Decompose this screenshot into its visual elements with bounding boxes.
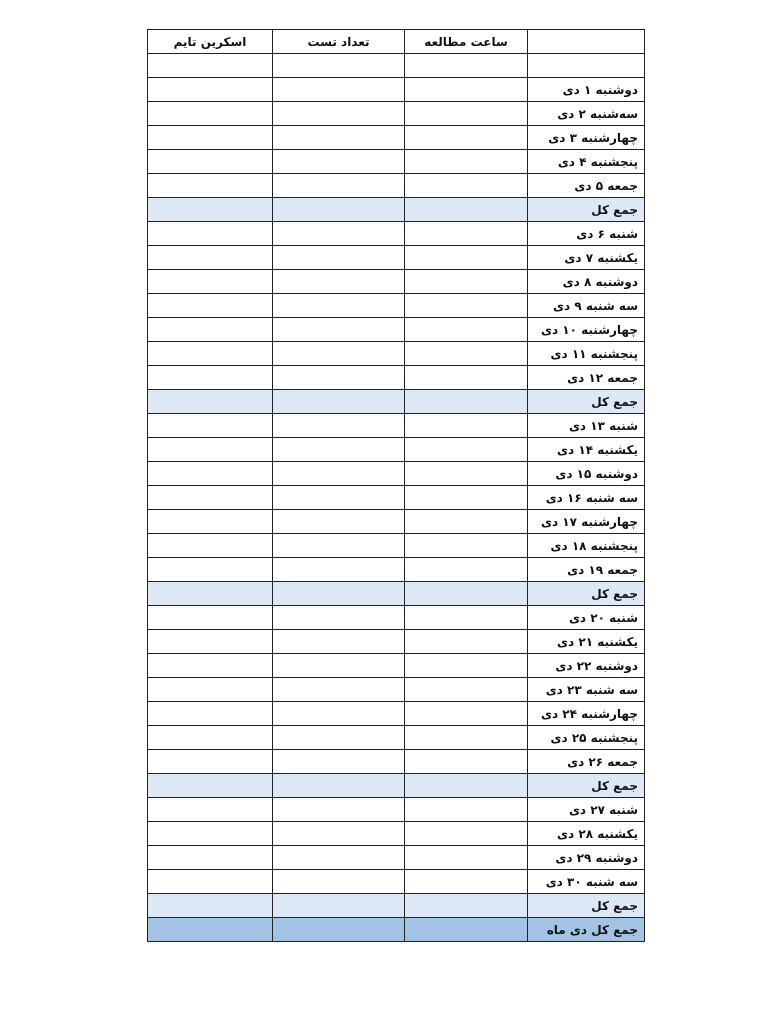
screen-time-cell[interactable] <box>148 510 273 534</box>
day-label: دوشنبه ۱۵ دی <box>528 462 645 486</box>
day-label: جمع کل <box>528 774 645 798</box>
day-row <box>148 486 645 510</box>
study-hours-cell[interactable] <box>405 510 528 534</box>
day-row <box>148 366 645 390</box>
day-label: جمعه ۲۶ دی <box>528 750 645 774</box>
study-hours-cell[interactable] <box>405 534 528 558</box>
screen-time-cell[interactable] <box>148 870 273 894</box>
study-hours-cell[interactable] <box>405 774 528 798</box>
screen-time-cell[interactable] <box>148 294 273 318</box>
study-hours-cell[interactable] <box>405 78 528 102</box>
study-hours-cell[interactable] <box>405 798 528 822</box>
day-row <box>148 726 645 750</box>
screen-time-cell[interactable] <box>148 606 273 630</box>
day-label: سه شنبه ۹ دی <box>528 294 645 318</box>
screen-time-cell[interactable] <box>148 798 273 822</box>
test-count-cell[interactable] <box>273 78 405 102</box>
screen-time-cell[interactable] <box>148 462 273 486</box>
day-label: سه شنبه ۳۰ دی <box>528 870 645 894</box>
test-count-cell[interactable] <box>273 534 405 558</box>
study-hours-cell[interactable] <box>405 462 528 486</box>
screen-time-cell[interactable] <box>148 390 273 414</box>
study-tracker-table <box>147 29 645 942</box>
study-hours-cell[interactable] <box>405 270 528 294</box>
day-row <box>148 150 645 174</box>
screen-time-cell[interactable] <box>148 678 273 702</box>
test-count-cell[interactable] <box>273 414 405 438</box>
screen-time-cell[interactable] <box>148 318 273 342</box>
study-hours-cell[interactable] <box>405 606 528 630</box>
day-row <box>148 846 645 870</box>
day-row <box>148 534 645 558</box>
screen-time-cell[interactable] <box>148 894 273 918</box>
day-label: سه‌شنبه ۲ دی <box>528 102 645 126</box>
screen-time-cell[interactable] <box>148 846 273 870</box>
screen-time-cell[interactable] <box>148 486 273 510</box>
study-hours-cell[interactable] <box>405 486 528 510</box>
day-label: شنبه ۲۷ دی <box>528 798 645 822</box>
day-label: یکشنبه ۱۴ دی <box>528 438 645 462</box>
screen-time-cell[interactable] <box>148 126 273 150</box>
screen-time-cell[interactable] <box>148 366 273 390</box>
test-count-cell[interactable] <box>273 582 405 606</box>
day-label: دوشنبه ۸ دی <box>528 270 645 294</box>
day-label: چهارشنبه ۱۷ دی <box>528 510 645 534</box>
day-label: پنجشنبه ۱۸ دی <box>528 534 645 558</box>
day-label: دوشنبه ۱ دی <box>528 78 645 102</box>
test-count-cell[interactable] <box>273 894 405 918</box>
day-label: شنبه ۲۰ دی <box>528 606 645 630</box>
test-count-cell[interactable] <box>273 702 405 726</box>
test-count-cell[interactable] <box>273 870 405 894</box>
weekly-total-row <box>148 390 645 414</box>
test-count-cell[interactable] <box>273 54 405 78</box>
weekly-total-row <box>148 582 645 606</box>
test-count-cell[interactable] <box>273 366 405 390</box>
day-label: چهارشنبه ۳ دی <box>528 126 645 150</box>
day-row <box>148 558 645 582</box>
test-count-cell[interactable] <box>273 774 405 798</box>
test-count-cell[interactable] <box>273 606 405 630</box>
study-hours-cell[interactable] <box>405 150 528 174</box>
study-hours-cell[interactable] <box>405 918 528 942</box>
test-count-cell[interactable] <box>273 918 405 942</box>
day-row <box>148 678 645 702</box>
day-label: جمعه ۱۹ دی <box>528 558 645 582</box>
test-count-cell[interactable] <box>273 750 405 774</box>
day-row <box>148 246 645 270</box>
day-label: جمع کل دی ماه <box>528 918 645 942</box>
day-label: یکشنبه ۲۱ دی <box>528 630 645 654</box>
test-count-cell[interactable] <box>273 390 405 414</box>
test-count-cell[interactable] <box>273 126 405 150</box>
day-row <box>148 798 645 822</box>
monthly-total-row <box>148 918 645 942</box>
test-count-cell[interactable] <box>273 822 405 846</box>
day-label: دوشنبه ۲۹ دی <box>528 846 645 870</box>
screen-time-cell[interactable] <box>148 222 273 246</box>
screen-time-cell[interactable] <box>148 102 273 126</box>
test-count-cell[interactable] <box>273 438 405 462</box>
study-hours-cell[interactable] <box>405 318 528 342</box>
study-hours-cell[interactable] <box>405 222 528 246</box>
day-label: جمعه ۱۲ دی <box>528 366 645 390</box>
test-count-cell[interactable] <box>273 486 405 510</box>
day-label: شنبه ۶ دی <box>528 222 645 246</box>
day-label: پنجشنبه ۱۱ دی <box>528 342 645 366</box>
study-hours-cell[interactable] <box>405 726 528 750</box>
day-label: چهارشنبه ۱۰ دی <box>528 318 645 342</box>
study-hours-cell[interactable] <box>405 894 528 918</box>
weekly-total-row <box>148 198 645 222</box>
screen-time-cell[interactable] <box>148 558 273 582</box>
day-row <box>148 78 645 102</box>
day-label: یکشنبه ۷ دی <box>528 246 645 270</box>
day-row <box>148 438 645 462</box>
study-hours-cell[interactable] <box>405 558 528 582</box>
day-label: جمعه ۵ دی <box>528 174 645 198</box>
study-hours-cell[interactable] <box>405 630 528 654</box>
screen-time-cell[interactable] <box>148 750 273 774</box>
test-count-cell[interactable] <box>273 102 405 126</box>
study-hours-cell[interactable] <box>405 126 528 150</box>
header-test-count: تعداد تست <box>273 30 405 54</box>
screen-time-cell[interactable] <box>148 438 273 462</box>
study-hours-cell[interactable] <box>405 390 528 414</box>
screen-time-cell[interactable] <box>148 54 273 78</box>
screen-time-cell[interactable] <box>148 246 273 270</box>
header-row <box>148 30 645 54</box>
day-row <box>148 318 645 342</box>
day-label <box>528 54 645 78</box>
day-label: جمع کل <box>528 894 645 918</box>
screen-time-cell[interactable] <box>148 822 273 846</box>
day-row <box>148 822 645 846</box>
day-row <box>148 174 645 198</box>
day-row <box>148 222 645 246</box>
test-count-cell[interactable] <box>273 174 405 198</box>
blank-row <box>148 54 645 78</box>
test-count-cell[interactable] <box>273 342 405 366</box>
screen-time-cell[interactable] <box>148 174 273 198</box>
header-day <box>528 30 645 54</box>
day-label: شنبه ۱۳ دی <box>528 414 645 438</box>
study-hours-cell[interactable] <box>405 822 528 846</box>
test-count-cell[interactable] <box>273 726 405 750</box>
day-row <box>148 654 645 678</box>
screen-time-cell[interactable] <box>148 342 273 366</box>
day-row <box>148 462 645 486</box>
study-hours-cell[interactable] <box>405 414 528 438</box>
test-count-cell[interactable] <box>273 678 405 702</box>
day-label: دوشنبه ۲۲ دی <box>528 654 645 678</box>
day-row <box>148 702 645 726</box>
day-label: سه شنبه ۱۶ دی <box>528 486 645 510</box>
day-row <box>148 750 645 774</box>
study-hours-cell[interactable] <box>405 294 528 318</box>
study-hours-cell[interactable] <box>405 174 528 198</box>
day-label: سه شنبه ۲۳ دی <box>528 678 645 702</box>
day-row <box>148 342 645 366</box>
test-count-cell[interactable] <box>273 510 405 534</box>
day-label: چهارشنبه ۲۴ دی <box>528 702 645 726</box>
study-hours-cell[interactable] <box>405 702 528 726</box>
study-hours-cell[interactable] <box>405 342 528 366</box>
day-row <box>148 294 645 318</box>
screen-time-cell[interactable] <box>148 774 273 798</box>
study-hours-cell[interactable] <box>405 366 528 390</box>
test-count-cell[interactable] <box>273 246 405 270</box>
table-body <box>148 54 645 942</box>
study-hours-cell[interactable] <box>405 102 528 126</box>
test-count-cell[interactable] <box>273 846 405 870</box>
study-hours-cell[interactable] <box>405 198 528 222</box>
study-hours-cell[interactable] <box>405 246 528 270</box>
test-count-cell[interactable] <box>273 630 405 654</box>
screen-time-cell[interactable] <box>148 270 273 294</box>
test-count-cell[interactable] <box>273 270 405 294</box>
day-row <box>148 414 645 438</box>
weekly-total-row <box>148 894 645 918</box>
weekly-total-row <box>148 774 645 798</box>
screen-time-cell[interactable] <box>148 198 273 222</box>
test-count-cell[interactable] <box>273 294 405 318</box>
day-row <box>148 126 645 150</box>
screen-time-cell[interactable] <box>148 630 273 654</box>
day-label: جمع کل <box>528 390 645 414</box>
day-label: یکشنبه ۲۸ دی <box>528 822 645 846</box>
screen-time-cell[interactable] <box>148 414 273 438</box>
day-row <box>148 606 645 630</box>
screen-time-cell[interactable] <box>148 582 273 606</box>
screen-time-cell[interactable] <box>148 726 273 750</box>
day-row <box>148 870 645 894</box>
test-count-cell[interactable] <box>273 558 405 582</box>
study-hours-cell[interactable] <box>405 678 528 702</box>
screen-time-cell[interactable] <box>148 78 273 102</box>
study-hours-cell[interactable] <box>405 870 528 894</box>
day-row <box>148 630 645 654</box>
study-hours-cell[interactable] <box>405 54 528 78</box>
test-count-cell[interactable] <box>273 654 405 678</box>
test-count-cell[interactable] <box>273 198 405 222</box>
table-header <box>148 30 645 54</box>
test-count-cell[interactable] <box>273 798 405 822</box>
test-count-cell[interactable] <box>273 318 405 342</box>
study-hours-cell[interactable] <box>405 438 528 462</box>
screen-time-cell[interactable] <box>148 150 273 174</box>
day-label: پنجشنبه ۲۵ دی <box>528 726 645 750</box>
day-label: جمع کل <box>528 198 645 222</box>
screen-time-cell[interactable] <box>148 654 273 678</box>
day-row <box>148 510 645 534</box>
screen-time-cell[interactable] <box>148 918 273 942</box>
header-screen-time: اسکرین تایم <box>148 30 273 54</box>
study-hours-cell[interactable] <box>405 846 528 870</box>
header-study-hours: ساعت مطالعه <box>405 30 528 54</box>
day-label: جمع کل <box>528 582 645 606</box>
test-count-cell[interactable] <box>273 462 405 486</box>
test-count-cell[interactable] <box>273 222 405 246</box>
day-label: پنجشنبه ۴ دی <box>528 150 645 174</box>
study-hours-cell[interactable] <box>405 582 528 606</box>
screen-time-cell[interactable] <box>148 534 273 558</box>
day-row <box>148 270 645 294</box>
screen-time-cell[interactable] <box>148 702 273 726</box>
day-row <box>148 102 645 126</box>
test-count-cell[interactable] <box>273 150 405 174</box>
study-hours-cell[interactable] <box>405 750 528 774</box>
study-hours-cell[interactable] <box>405 654 528 678</box>
